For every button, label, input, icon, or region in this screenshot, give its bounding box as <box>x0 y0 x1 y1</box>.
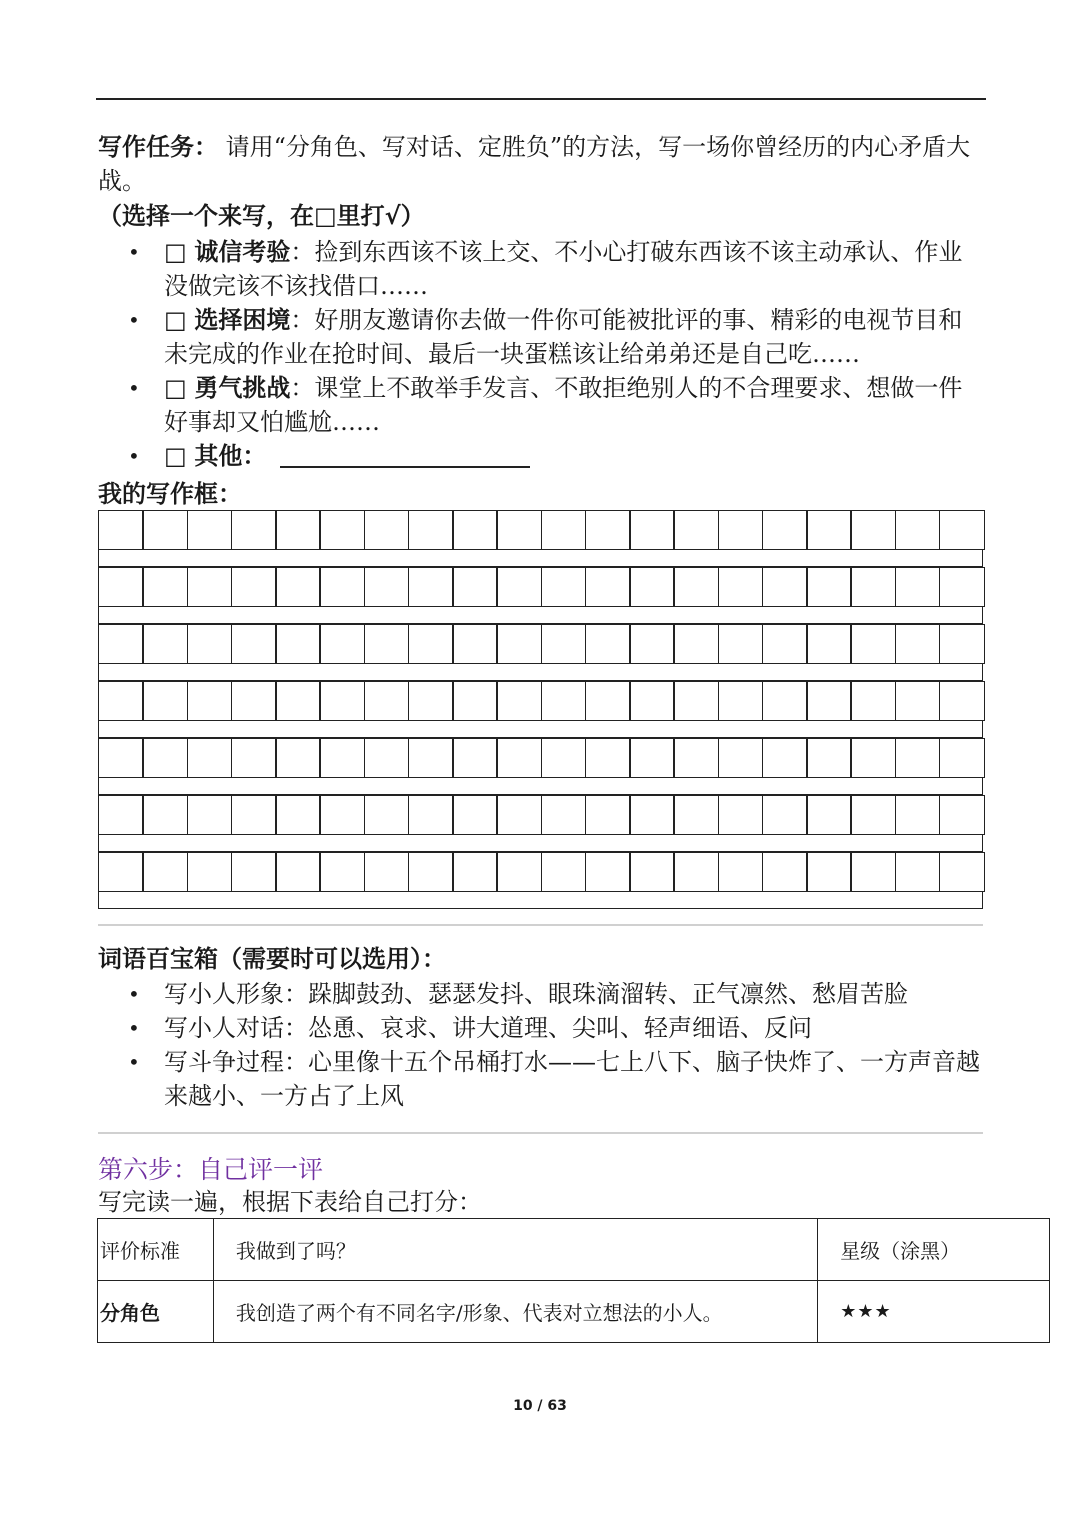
grid-cell[interactable] <box>718 795 764 835</box>
option-text: ：课堂上不敢举手发言、不敢拒绝别人的不合理要求、想做一件好事却又怕尴尬…… <box>164 374 963 436</box>
grid-cell[interactable] <box>496 567 542 607</box>
grid-cell[interactable] <box>231 738 277 778</box>
grid-spacer <box>98 550 983 567</box>
grid-cell[interactable] <box>275 681 321 721</box>
grid-cell[interactable] <box>629 567 675 607</box>
grid-cell[interactable] <box>496 624 542 664</box>
writing-grid <box>98 510 983 908</box>
grid-cell[interactable] <box>629 510 675 550</box>
grid-cell[interactable] <box>408 510 454 550</box>
grid-cell[interactable] <box>850 681 896 721</box>
writing-task <box>98 130 983 198</box>
grid-cell[interactable] <box>718 852 764 892</box>
grid-cell[interactable] <box>895 681 941 721</box>
grid-cell[interactable] <box>762 681 808 721</box>
grid-cell[interactable] <box>319 567 365 607</box>
option-item-integrity <box>98 235 983 303</box>
grid-cell[interactable] <box>806 510 852 550</box>
grid-cell[interactable] <box>673 510 719 550</box>
grid-cell[interactable] <box>231 852 277 892</box>
grid-cell[interactable] <box>585 567 631 607</box>
grid-cell[interactable] <box>98 795 144 835</box>
section-divider <box>98 1132 983 1134</box>
option-text: ：好朋友邀请你去做一件你可能被批评的事、精彩的电视节目和未完成的作业在抢时间、最后一块蛋糕该让给弟弟还是自己吃…… <box>164 306 963 368</box>
grid-cell[interactable] <box>806 738 852 778</box>
grid-cell[interactable] <box>939 738 985 778</box>
grid-cell[interactable] <box>541 567 587 607</box>
grid-cell[interactable] <box>541 852 587 892</box>
writing-task-text: 请用“分角色、写对话、定胜负”的方法，写一场你曾经历的内心矛盾大战。 <box>98 133 971 195</box>
grid-cell[interactable] <box>319 738 365 778</box>
grid-cell[interactable] <box>142 624 188 664</box>
grid-cell[interactable] <box>673 681 719 721</box>
grid-cell[interactable] <box>98 567 144 607</box>
grid-row <box>98 510 983 567</box>
grid-cell[interactable] <box>850 510 896 550</box>
grid-cell[interactable] <box>408 567 454 607</box>
other-blank-line[interactable] <box>280 442 530 468</box>
grid-cell[interactable] <box>585 510 631 550</box>
grid-cell[interactable] <box>850 624 896 664</box>
grid-cell[interactable] <box>408 681 454 721</box>
grid-cell[interactable] <box>850 738 896 778</box>
grid-cell[interactable] <box>718 681 764 721</box>
grid-cell[interactable] <box>762 852 808 892</box>
option-title: 选择困境 <box>194 306 291 334</box>
option-checkbox[interactable]: □ <box>164 374 187 402</box>
word-box-item: • 写小人形象：跺脚鼓劲、瑟瑟发抖、眼珠滴溜转、正气凛然、愁眉苦脸 <box>98 977 983 1011</box>
grid-cell[interactable] <box>496 738 542 778</box>
grid-cell[interactable] <box>275 852 321 892</box>
grid-cell[interactable] <box>319 852 365 892</box>
step-six-desc: 写完读一遍，根据下表给自己打分： <box>98 1188 482 1216</box>
grid-cell[interactable] <box>629 852 675 892</box>
option-checkbox[interactable]: □ <box>164 442 187 470</box>
grid-cell[interactable] <box>408 738 454 778</box>
word-box-list <box>98 977 983 1113</box>
grid-cell[interactable] <box>319 624 365 664</box>
grid-cell[interactable] <box>806 567 852 607</box>
grid-cell[interactable] <box>275 567 321 607</box>
choose-hint: （选择一个来写，在□里打√） <box>98 202 425 230</box>
grid-cell[interactable] <box>452 738 498 778</box>
grid-cell[interactable] <box>364 567 410 607</box>
grid-cell[interactable] <box>452 510 498 550</box>
grid-cell[interactable] <box>142 510 188 550</box>
grid-cell[interactable] <box>673 567 719 607</box>
grid-cell[interactable] <box>585 738 631 778</box>
option-item-dilemma <box>98 303 983 371</box>
grid-cell[interactable] <box>895 852 941 892</box>
grid-cell[interactable] <box>231 567 277 607</box>
option-title: 诚信考验 <box>194 238 291 266</box>
grid-cell[interactable] <box>939 681 985 721</box>
option-list <box>98 235 983 473</box>
grid-cell[interactable] <box>187 624 233 664</box>
grid-cell[interactable] <box>718 567 764 607</box>
grid-cell[interactable] <box>629 624 675 664</box>
grid-cell[interactable] <box>806 852 852 892</box>
grid-spacer <box>98 835 983 852</box>
grid-cell[interactable] <box>939 852 985 892</box>
grid-cell[interactable] <box>629 795 675 835</box>
grid-spacer <box>98 721 983 738</box>
option-item-other <box>98 439 983 473</box>
grid-cell[interactable] <box>187 510 233 550</box>
grid-cell[interactable] <box>142 738 188 778</box>
grid-row <box>98 852 983 909</box>
grid-cell[interactable] <box>275 624 321 664</box>
grid-cell[interactable] <box>806 681 852 721</box>
option-checkbox[interactable]: □ <box>164 238 187 266</box>
grid-cell[interactable] <box>673 738 719 778</box>
grid-row <box>98 567 983 624</box>
word-box-title: 词语百宝箱（需要时可以选用）： <box>98 945 446 973</box>
grid-cell[interactable] <box>364 624 410 664</box>
grid-cell[interactable] <box>895 795 941 835</box>
grid-cell[interactable] <box>452 624 498 664</box>
grid-cell[interactable] <box>541 624 587 664</box>
grid-cell[interactable] <box>629 681 675 721</box>
star-rating[interactable]: ★★★ <box>818 1281 1050 1343</box>
grid-cell[interactable] <box>850 852 896 892</box>
grid-cell[interactable] <box>939 795 985 835</box>
grid-cell[interactable] <box>408 624 454 664</box>
grid-cell[interactable] <box>541 681 587 721</box>
grid-cell[interactable] <box>762 795 808 835</box>
section-divider <box>98 924 983 926</box>
grid-cell[interactable] <box>806 624 852 664</box>
grid-cell[interactable] <box>319 681 365 721</box>
option-title: 其他： <box>194 442 267 470</box>
grid-cell[interactable] <box>762 738 808 778</box>
writing-frame-title: 我的写作框： <box>98 480 242 508</box>
grid-cell[interactable] <box>762 624 808 664</box>
grid-cell[interactable] <box>673 795 719 835</box>
grid-cell[interactable] <box>142 852 188 892</box>
grid-row <box>98 795 983 852</box>
grid-cell[interactable] <box>364 738 410 778</box>
grid-spacer <box>98 778 983 795</box>
grid-spacer <box>98 892 983 909</box>
grid-cell[interactable] <box>850 567 896 607</box>
grid-cell[interactable] <box>806 795 852 835</box>
grid-cell[interactable] <box>187 852 233 892</box>
evaluation-table <box>97 1218 1050 1343</box>
grid-cell[interactable] <box>452 852 498 892</box>
grid-cell[interactable] <box>762 567 808 607</box>
grid-cell[interactable] <box>275 738 321 778</box>
grid-cell[interactable] <box>629 738 675 778</box>
grid-cell[interactable] <box>585 624 631 664</box>
grid-cell[interactable] <box>496 681 542 721</box>
grid-spacer <box>98 664 983 681</box>
grid-cell[interactable] <box>275 795 321 835</box>
grid-cell[interactable] <box>452 681 498 721</box>
grid-cell[interactable] <box>452 567 498 607</box>
page-number: 10 / 63 <box>513 1398 567 1414</box>
grid-row <box>98 624 983 681</box>
grid-cell[interactable] <box>762 510 808 550</box>
grid-cell[interactable] <box>231 510 277 550</box>
grid-row <box>98 738 983 795</box>
grid-cell[interactable] <box>98 681 144 721</box>
grid-cell[interactable] <box>364 510 410 550</box>
grid-cell[interactable] <box>408 852 454 892</box>
grid-cell[interactable] <box>895 510 941 550</box>
grid-cell[interactable] <box>452 795 498 835</box>
grid-cell[interactable] <box>231 795 277 835</box>
grid-cell[interactable] <box>895 738 941 778</box>
grid-cell[interactable] <box>319 510 365 550</box>
grid-cell[interactable] <box>187 567 233 607</box>
grid-cell[interactable] <box>939 510 985 550</box>
grid-cell[interactable] <box>98 624 144 664</box>
grid-cell[interactable] <box>98 510 144 550</box>
grid-cell[interactable] <box>231 681 277 721</box>
grid-cell[interactable] <box>585 795 631 835</box>
grid-spacer <box>98 607 983 624</box>
grid-cell[interactable] <box>364 795 410 835</box>
grid-cell[interactable] <box>895 624 941 664</box>
word-box-item: • 写斗争过程：心里像十五个吊桶打水——七上八下、脑子快炸了、一方声音越来越小、一方占了上风 <box>98 1045 983 1113</box>
header-rule <box>96 98 986 100</box>
row-criterion: 分角色 <box>98 1281 214 1343</box>
grid-cell[interactable] <box>142 567 188 607</box>
option-checkbox[interactable]: □ <box>164 306 187 334</box>
grid-cell[interactable] <box>541 795 587 835</box>
grid-cell[interactable] <box>187 738 233 778</box>
table-row <box>98 1281 1050 1343</box>
grid-cell[interactable] <box>718 624 764 664</box>
grid-cell[interactable] <box>718 738 764 778</box>
grid-cell[interactable] <box>718 510 764 550</box>
grid-cell[interactable] <box>541 510 587 550</box>
grid-cell[interactable] <box>673 624 719 664</box>
grid-row <box>98 681 983 738</box>
grid-cell[interactable] <box>585 681 631 721</box>
grid-cell[interactable] <box>496 510 542 550</box>
grid-cell[interactable] <box>142 681 188 721</box>
grid-cell[interactable] <box>850 795 896 835</box>
grid-cell[interactable] <box>895 567 941 607</box>
grid-cell[interactable] <box>408 795 454 835</box>
writing-task-label: 写作任务： <box>98 133 218 161</box>
table-header-row <box>98 1219 1050 1281</box>
header-question: 我做到了吗？ <box>213 1219 817 1281</box>
option-text: ：捡到东西该不该上交、不小心打破东西该不该主动承认、作业没做完该不该找借口…… <box>164 238 963 300</box>
grid-cell[interactable] <box>187 795 233 835</box>
grid-cell[interactable] <box>496 852 542 892</box>
grid-cell[interactable] <box>939 624 985 664</box>
header-criterion: 评价标准 <box>98 1219 214 1281</box>
grid-cell[interactable] <box>142 795 188 835</box>
step-six-title: 第六步：自己评一评 <box>98 1155 324 1184</box>
grid-cell[interactable] <box>673 852 719 892</box>
grid-cell[interactable] <box>231 624 277 664</box>
row-question: 我创造了两个有不同名字/形象、代表对立想法的小人。 <box>213 1281 817 1343</box>
grid-cell[interactable] <box>585 852 631 892</box>
grid-cell[interactable] <box>319 795 365 835</box>
grid-cell[interactable] <box>364 681 410 721</box>
grid-cell[interactable] <box>364 852 410 892</box>
word-box-item: • 写小人对话：怂恿、哀求、讲大道理、尖叫、轻声细语、反问 <box>98 1011 983 1045</box>
option-item-courage <box>98 371 983 439</box>
grid-cell[interactable] <box>98 852 144 892</box>
header-stars: 星级（涂黑） <box>818 1219 1050 1281</box>
grid-cell[interactable] <box>939 567 985 607</box>
grid-cell[interactable] <box>98 738 144 778</box>
grid-cell[interactable] <box>496 795 542 835</box>
grid-cell[interactable] <box>541 738 587 778</box>
grid-cell[interactable] <box>187 681 233 721</box>
option-title: 勇气挑战 <box>194 374 291 402</box>
grid-cell[interactable] <box>275 510 321 550</box>
